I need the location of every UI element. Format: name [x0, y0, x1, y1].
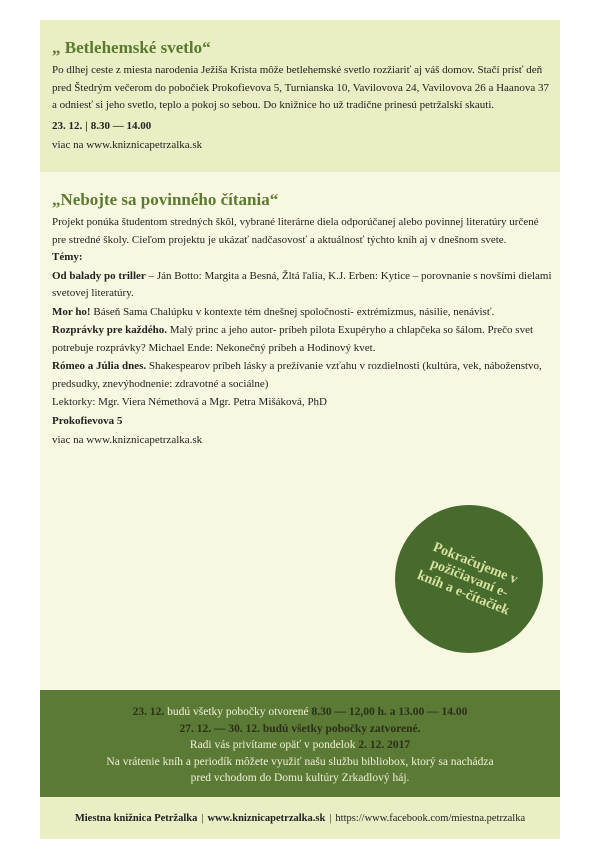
- topic-item: [52, 322, 554, 357]
- topic-text: Báseň Sama Chalúpku v kontexte tém dnešnej spoločnosti- extrémizmus, násilie, nenávisť.: [90, 305, 495, 318]
- location: Prokofievova 5: [52, 414, 123, 427]
- section1-content: [52, 38, 554, 154]
- povinne-citanie-section: [40, 172, 560, 690]
- topic-item: [52, 268, 554, 303]
- banner-reopen-text: Radi vás privítame opäť v pondelok: [189, 739, 359, 751]
- banner-line-closed: 27. 12. — 30. 12. budú všetky pobočky zatvorené.: [179, 722, 421, 735]
- section1-more-link[interactable]: viac na www.kniznicapetrzalka.sk: [52, 138, 203, 151]
- topics-label: Témy:: [52, 251, 83, 263]
- topic-text: – Ján Botto: Margita a Besná, Žltá ľalia, K.J. Erben: Kytice – porovnanie s novšími dielami svetovej literatúry.: [52, 269, 552, 299]
- betlehemske-svetlo-section: [40, 20, 560, 172]
- separator: |: [329, 812, 332, 824]
- topic-item: [52, 358, 554, 393]
- section1-title: „ Betlehemské svetlo“: [52, 38, 211, 57]
- ebook-badge: [395, 505, 543, 653]
- section1-time: 8.30 — 14.00: [90, 119, 152, 132]
- banner-line-location: pred vchodom do Domu kultúry Zrkadlový háj.: [190, 772, 410, 784]
- banner-open-text: budú všetky pobočky otvorené: [164, 706, 312, 718]
- footer: [40, 797, 560, 839]
- section2-title: „Nebojte sa povinného čítania“: [52, 190, 279, 209]
- topic-title: Rozprávky pre každého.: [52, 324, 167, 336]
- footer-facebook-link[interactable]: https://www.facebook.com/miestna.petrzalka: [335, 812, 526, 824]
- separator: |: [201, 812, 204, 824]
- banner-reopen-date: 2. 12. 2017: [358, 739, 411, 751]
- banner-line-open: [40, 704, 560, 721]
- section1-date: 23. 12.: [52, 119, 83, 132]
- section2-content: [52, 190, 554, 450]
- topic-text: Malý princ a jeho autor- príbeh pilota Exupéryho a chlapčeka so šálom. Prečo svet potrebuje rozprávky? Michael Ende: Nekonečný príbeh a Hodinový kvet.: [52, 324, 534, 354]
- topic-text: Shakespearov príbeh lásky a prežívanie vzťahu v rozdielnosti (kultúra, vek, náboženstvo, predsudky, znevýhodnenie: zdravotné a sociálne): [52, 360, 542, 390]
- section1-date-line: [52, 118, 554, 135]
- holiday-hours-banner: [40, 690, 560, 797]
- topic-title: Rómeo a Júlia dnes.: [52, 360, 147, 372]
- separator: |: [85, 119, 88, 132]
- banner-open-date: 23. 12.: [132, 706, 165, 718]
- footer-library-name: Miestna knižnica Petržalka: [74, 812, 198, 824]
- banner-line-reopen: [40, 737, 560, 754]
- topic-title: Od balady po triller: [52, 269, 146, 282]
- footer-website-link[interactable]: www.kniznicapetrzalka.sk: [207, 812, 326, 824]
- topic-title: Mor ho!: [52, 305, 91, 318]
- lecturers: Lektorky: Mgr. Viera Némethová a Mgr. Petra Mišáková, PhD: [52, 396, 327, 408]
- section1-body: Po dlhej ceste z miesta narodenia Ježiša Krista môže betlehemské svetlo rozžiariť aj váš domov. Stačí prísť deň pred Štedrým večerom do pobočiek Prokofievova 5, Turnianska 10, Vavilovova 24, Vavilovova 26 a Haanova 37 a odniesť si jeho svetlo, teplo a pokoj so sebou. Do knižnice ho už tradične prinesú petržalskí skauti.: [52, 64, 549, 111]
- topic-item: [52, 304, 554, 322]
- ebook-badge-text: Pokračujeme v požičiavaní e-kníh a e-čítačiek: [414, 539, 520, 619]
- section2-intro: Projekt ponúka študentom stredných škôl, vybrané literárne diela odporúčanej alebo povinnej literatúry určené pre stredné školy. Cieľom projektu je ukázať nadčasovosť a aktuálnosť týchto kníh aj v dnešnom svete.: [52, 216, 539, 246]
- banner-open-time: 8.30 — 12,00 h. a 13.00 — 14.00: [311, 706, 468, 718]
- banner-line-bibliobox: Na vrátenie kníh a periodík môžete využiť našu službu bibliobox, ktorý sa nachádza: [106, 755, 494, 768]
- section2-more-link[interactable]: viac na www.kniznicapetrzalka.sk: [52, 434, 203, 446]
